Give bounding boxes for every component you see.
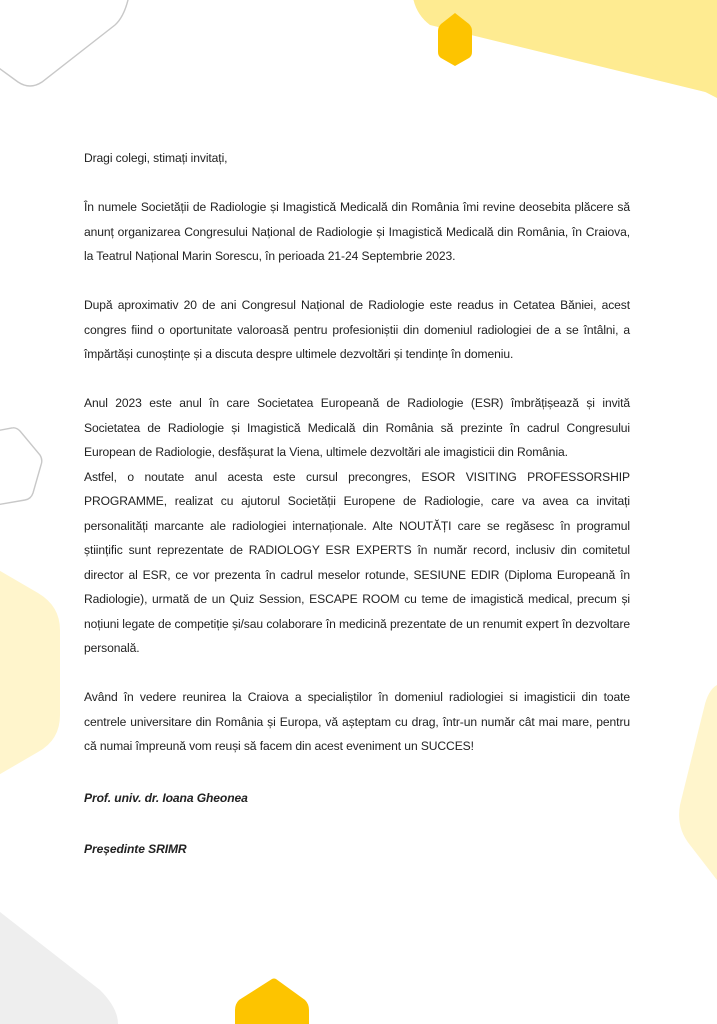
paragraph-history: După aproximativ 20 de ani Congresul Național de Radiologie este readus in Cetatea Băniei, acest congres fiind o oportunitate valoroasă pentru profesioniștii din domeniul radiologiei de a se întâlni, a împărtăși cunoștințe și a discuta despre ultimele dezvoltări și tendințe în domeniu.: [84, 298, 630, 361]
letter-body: [84, 146, 630, 888]
outline-hexagon-left: [0, 428, 42, 506]
cream-hexagon-left: [0, 565, 60, 780]
signature-name: Prof. univ. dr. Ioana Gheonea: [84, 790, 248, 805]
signature-title: Președinte SRIMR: [84, 842, 187, 856]
cream-shape-right: [679, 685, 717, 880]
yellow-hexagon-bottom: [235, 979, 309, 1024]
paragraph-esr: Anul 2023 este anul în care Societatea Europeană de Radiologie (ESR) îmbrățișează și invită Societatea de Radiologie și Imagistică Medicală din România să prezinte în cadrul Congresului European de Radiologie, desfășurat la Viena, ultimele dezvoltări ale imagisticii din România.: [84, 396, 630, 459]
pale-yellow-shape-top-right: [412, 0, 717, 98]
salutation: Dragi colegi, stimați invitați,: [84, 151, 228, 165]
paragraph-invitation: Având în vedere reunirea la Craiova a specialiștilor în domeniul radiologiei si imagisticii din toate centrele universitare din România și Europa, vă așteptam cu drag, într-un număr cât mai mare, pentru că numai împreună vom reuși să facem din acest eveniment un SUCCES!: [84, 690, 630, 753]
outline-hexagon-top-left: [0, 0, 130, 86]
signature-block: [84, 785, 630, 864]
paragraph-novelties: Astfel, o noutate anul acesta este cursul precongres, ESOR VISITING PROFESSORSHIP PROGRAMME, realizat cu ajutorul Societății Europene de Radiologie, care va avea ca invitați personalități marcante ale radiologiei internaționale. Alte NOUTĂȚI care se regăsesc în programul științific sunt reprezentate de RADIOLOGY ESR EXPERTS în număr record, inclusiv din comitetul director al ESR, ce vor prezenta în cadrul meselor rotunde, SESIUNE EDIR (Diploma Europeană în Radiologie), urmată de un Quiz Session, ESCAPE ROOM cu teme de imagistică medical, precum și noțiuni legate de competiție și/sau colaborare în medicină prezentate de un renumit expert în dezvoltare personală.: [84, 469, 630, 655]
pale-yellow-corner-top-right: [560, 0, 717, 98]
yellow-hexagon-top-right: [438, 13, 472, 66]
paragraph-intro: În numele Societății de Radiologie și Imagistică Medicală din România îmi revine deosebita plăcere să anunț organizarea Congresului Național de Radiologie și Imagistică Medicală din România, în Craiova, la Teatrul Național Marin Sorescu, în perioada 21-24 Septembrie 2023.: [84, 200, 630, 263]
gray-shape-bottom-left: [0, 905, 118, 1024]
